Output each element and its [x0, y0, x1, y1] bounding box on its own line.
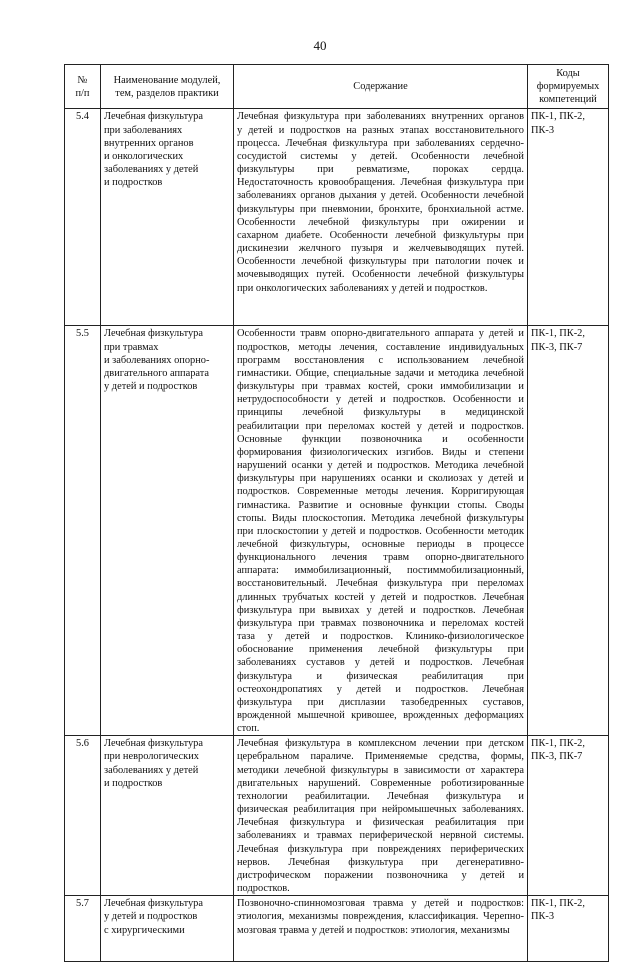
- text-line: заболеваниях у детей: [104, 764, 199, 776]
- text-line: ПК-1, ПК-2,: [531, 328, 585, 340]
- competency-codes: [528, 109, 609, 326]
- module-content: [234, 896, 528, 962]
- text-line: у детей и подростков: [104, 911, 198, 923]
- text-line: п/п: [75, 87, 90, 99]
- header-module-name: [101, 65, 234, 109]
- text-line: внутренних органов: [104, 137, 194, 149]
- text-line: мочевыводящих путей. Особенности лечебной физкультуры: [237, 269, 524, 281]
- text-line: ПК-3, ПК-7: [531, 751, 583, 763]
- module-name: [101, 896, 234, 962]
- text-line: физкультуры при пневмонии, бронхите, бронхиальной астме.: [237, 203, 524, 215]
- competency-codes: [528, 896, 609, 962]
- table-row: [65, 326, 609, 736]
- text-line: дистрофическом поражении позвоночника у детей и: [237, 869, 524, 881]
- text-line: при неврологических: [104, 751, 199, 763]
- text-line: при онкологических заболеваниях у детей и подростков.: [237, 282, 488, 294]
- row-number: 5.7: [65, 896, 101, 962]
- text-line: Особенности травм опорно-двигательного аппарата у детей и: [237, 328, 524, 340]
- text-line: Наименование модулей,: [113, 74, 221, 86]
- text-line: двигательных нарушений. Современные роботизированные: [237, 777, 524, 789]
- text-line: двигательного аппарата: [104, 367, 210, 379]
- text-line: физкультура при дисплазии тазобедренных суставов,: [237, 696, 524, 708]
- text-line: церебральном параличе. Применяемые средства, формы,: [237, 751, 524, 763]
- text-line: сосудистой системы у детей. Особенности лечебной: [237, 150, 524, 162]
- module-content: [234, 109, 528, 326]
- text-line: сахарном диабете. Особенности лечебной физкультуры при: [237, 229, 524, 241]
- text-line: Лечебная физкультура в комплексном лечении при детском: [237, 738, 524, 750]
- module-name: [101, 109, 234, 326]
- text-line: нарушений осанки у детей и подростков. Методика лечебной: [237, 460, 524, 472]
- text-line: Лечебная физкультура и физическая реабилитация при: [237, 817, 524, 829]
- text-line: программ восстановления с использованием лечебной: [237, 354, 524, 366]
- text-line: тем, разделов практики: [115, 87, 219, 99]
- header-content: [234, 65, 528, 109]
- text-line: ПК-3: [531, 911, 555, 923]
- text-line: физическая реабилитация при нейромышечных заболеваниях.: [237, 804, 524, 816]
- text-line: дискинезии желчного пузыря и желчевыводящих путей.: [237, 243, 524, 255]
- text-line: физкультуры при ревматизме, пороках сердца.: [237, 164, 524, 176]
- text-line: физкультура и физическая реабилитация при: [237, 670, 524, 682]
- text-line: и онкологических: [104, 150, 184, 162]
- text-line: ПК-3: [531, 124, 555, 136]
- text-line: при травмах: [104, 341, 159, 353]
- text-line: мозговая травма у детей и подростков: этиология, механизмы: [237, 924, 510, 936]
- text-line: Лечебная физкультура при заболеваниях внутренних органов: [237, 111, 524, 123]
- text-line: технологии реабилитации. Лечебная физкультура и: [237, 790, 524, 802]
- text-line: Лечебная физкультура при повреждениях периферических: [237, 843, 524, 855]
- text-line: Коды: [556, 68, 580, 79]
- text-line: восстановительный. Лечебная физкультура при переломах: [237, 578, 524, 590]
- text-line: заболеваниях органов дыхания у детей. Особенности лечебной: [237, 190, 524, 202]
- text-line: стопы. Виды плоскостопия. Методика лечебной физкультуры: [237, 512, 524, 524]
- table-row: [65, 736, 609, 896]
- text-line: ПК-3, ПК-7: [531, 341, 583, 353]
- text-line: подростков. Современные методы лечения. Корригирующая: [237, 486, 524, 498]
- text-line: физкультура при вывихах у детей и подростков. Лечебная: [237, 604, 524, 616]
- text-line: компетенций: [539, 94, 597, 106]
- text-line: физкультура при травмах позвоночника и переломах костей: [237, 617, 524, 629]
- text-line: при заболеваниях: [104, 124, 183, 136]
- text-line: Основные функции позвоночника и особенности: [237, 433, 524, 445]
- text-line: остеохондропатиях у детей и подростков. Лечебная: [237, 683, 524, 695]
- text-line: Лечебная физкультура: [104, 738, 203, 750]
- text-line: физкультуры при нарушениях осанки и сколиозах у детей и: [237, 473, 524, 485]
- text-line: длинных трубчатых костей у детей и подростков. Лечебная: [237, 591, 524, 603]
- text-line: нетрудоспособности у детей и подростков. Особенности и: [237, 394, 524, 406]
- row-number: 5.4: [65, 109, 101, 326]
- text-line: физкультуры при травмах костей, сроки иммобилизации и: [237, 381, 524, 393]
- text-line: ПК-1, ПК-2,: [531, 111, 585, 123]
- text-line: Лечебная физкультура: [104, 898, 203, 910]
- text-line: у детей и подростков на разных этапах восстановительного: [237, 124, 524, 136]
- text-line: таза у детей и подростков. Клинико-физиологическое: [237, 631, 524, 643]
- table-row: [65, 896, 609, 962]
- text-line: формирования физиологических изгибов. Виды и степени: [237, 446, 524, 458]
- text-line: методики лечебной физкультуры в зависимости от характера: [237, 764, 524, 776]
- text-line: при плоскостопии у детей и подростков. Особенности методик: [237, 525, 524, 537]
- text-line: обоснование применения лечебной физкультуры при: [237, 644, 524, 656]
- text-line: гимнастика. Развитие и основные функции стопы. Своды: [237, 499, 524, 511]
- page-number: 40: [313, 38, 327, 53]
- text-line: гимнастики. Общие, специальные задачи и методика лечебной: [237, 367, 524, 379]
- text-line: врожденной мышечной кривошее, врожденных деформациях: [237, 710, 524, 721]
- module-content: [234, 736, 528, 896]
- header-competency-codes: [528, 65, 609, 109]
- text-line: этиология, механизмы повреждения, классификация. Черепно-: [237, 911, 524, 923]
- text-line: процесса. Лечебная физкультура при заболеваниях сердечно-: [237, 137, 524, 149]
- text-line: заболеваниях суставов у детей и подростков. Лечебная: [237, 657, 524, 669]
- text-line: и подростков: [104, 177, 163, 189]
- text-line: ПК-1, ПК-2,: [531, 738, 585, 750]
- text-line: Лечебная физкультура: [104, 328, 203, 340]
- text-line: Особенности лечебной физкультуры при ожирении и: [237, 216, 524, 228]
- text-line: подростков.: [237, 883, 290, 895]
- table-row: [65, 109, 609, 326]
- text-line: №: [77, 74, 88, 86]
- module-name: [101, 736, 234, 896]
- text-line: Недостаточность кровообращения. Лечебная физкультура при: [237, 177, 524, 189]
- table-header-row: [65, 65, 609, 109]
- text-line: лечебной физкультуры, основные периоды в процессе: [237, 538, 524, 550]
- text-line: и подростков: [104, 777, 163, 789]
- row-number: 5.5: [65, 326, 101, 736]
- text-line: у детей и подростков: [104, 381, 198, 393]
- text-line: Содержание: [353, 81, 408, 93]
- text-line: подростков, методы лечения, составление индивидуальных: [237, 341, 524, 353]
- text-line: и заболеваниях опорно-: [104, 354, 210, 366]
- text-line: Особенности лечебной физкультуры при патологии почек и: [237, 256, 524, 268]
- text-line: принципы лечебной физкультуры в медицинской: [237, 407, 524, 419]
- text-line: реабилитации при переломах костей у детей и подростков.: [237, 420, 524, 432]
- text-line: заболеваниях у детей: [104, 164, 199, 176]
- competency-codes: [528, 326, 609, 736]
- text-line: с хирургическими: [104, 924, 185, 936]
- header-number: [65, 65, 101, 109]
- text-line: аппарата: иммобилизационный, постиммобилизационный,: [237, 565, 524, 577]
- curriculum-table: [64, 64, 609, 962]
- text-line: Лечебная физкультура: [104, 111, 203, 123]
- module-name: [101, 326, 234, 736]
- text-line: Позвоночно-спинномозговая травма у детей и подростков:: [237, 898, 524, 910]
- module-content: [234, 326, 528, 736]
- text-line: ПК-1, ПК-2,: [531, 898, 585, 910]
- competency-codes: [528, 736, 609, 896]
- text-line: стоп.: [237, 723, 260, 735]
- text-line: нервов. Лечебная физкультура при дегенеративно-: [237, 856, 524, 868]
- text-line: формируемых: [536, 81, 600, 93]
- text-line: заболеваниях и травмах периферической нервной системы.: [237, 830, 524, 842]
- text-line: функционального лечения травм опорно-двигательного: [237, 552, 524, 564]
- row-number: 5.6: [65, 736, 101, 896]
